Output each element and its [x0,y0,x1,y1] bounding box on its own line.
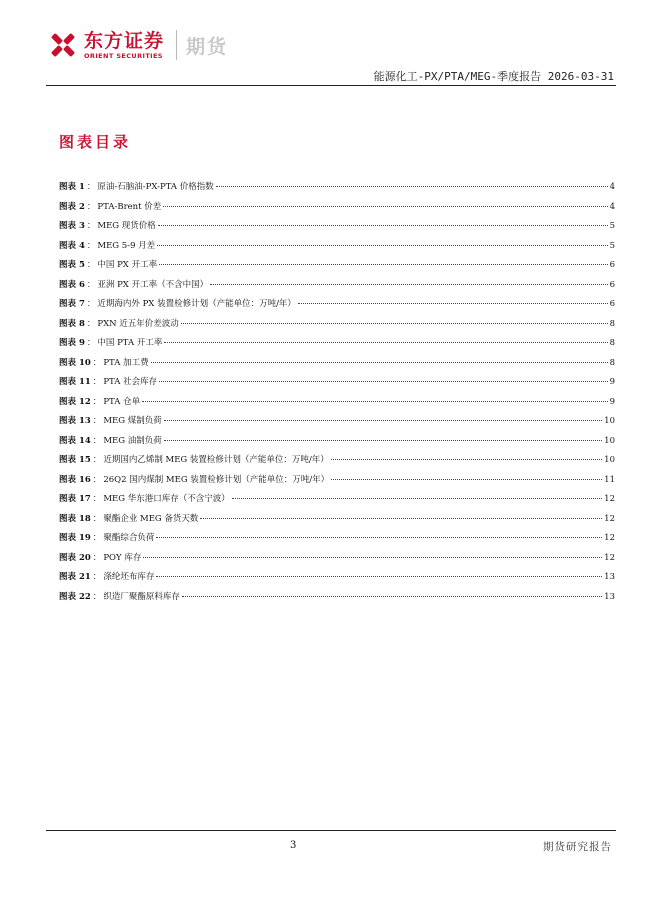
toc-entry[interactable] [59,200,615,220]
toc-entry-number: 图表 5 [59,260,85,270]
toc-entry-label: POY 库存 [103,552,142,563]
toc-entry[interactable] [59,219,615,239]
toc-entry-separator: ： [92,591,102,602]
toc-entry-number: 图表 1 [59,182,85,192]
toc-entry-label: MEG 现货价格 [97,221,156,231]
toc-entry[interactable] [59,570,615,590]
toc-entry-leader-dots [143,557,602,558]
toc-entry-separator: ： [86,201,96,212]
toc-entry-label: 近期国内乙烯制 MEG 装置检修计划（产能单位：万吨/年） [103,455,329,465]
toc-entry-page: 4 [609,182,615,192]
toc-entry-separator: ： [86,279,96,290]
toc-entry-page: 6 [609,279,615,290]
toc-entry-label: 聚酯企业 MEG 备货天数 [103,513,199,524]
toc-entry-page: 9 [609,396,615,407]
toc-entry-leader-dots [164,420,602,421]
toc-entry-leader-dots [156,576,602,577]
toc-entry-leader-dots [216,186,608,187]
toc-entry-leader-dots [157,245,607,246]
toc-entry-number: 图表 2 [59,201,85,212]
toc-entry-number: 图表 8 [59,318,85,329]
toc-entry[interactable] [59,180,615,200]
toc-entry-page: 12 [604,513,615,524]
toc-entry-leader-dots [159,264,608,265]
toc-entry-label: MEG 华东港口库存（不含宁波） [103,494,230,504]
toc-entry-page: 9 [609,377,615,387]
toc-entry-page: 10 [604,435,615,446]
toc-entry[interactable] [59,278,615,298]
toc-entry-page: 13 [604,572,615,582]
toc-entry[interactable] [59,453,615,473]
toc-entry-page: 10 [604,455,615,465]
toc-entry-leader-dots [151,362,608,363]
toc-entry-separator: ： [86,240,96,251]
toc-entry-page: 11 [604,474,615,485]
header-divider [46,85,616,86]
toc-entry[interactable] [59,590,615,610]
toc-entry-separator: ： [86,338,96,348]
toc-entry-leader-dots [181,323,608,324]
toc-entry-separator: ： [92,513,102,524]
toc-entry-label: 原油-石脑油-PX-PTA 价格指数 [97,182,214,192]
toc-entry[interactable] [59,551,615,571]
toc-entry[interactable] [59,531,615,551]
toc-entry-leader-dots [164,342,607,343]
toc-entry-page: 12 [604,533,615,543]
toc-entry-separator: ： [92,435,102,446]
toc-entry-leader-dots [200,518,602,519]
toc-entry-number: 图表 11 [59,377,91,387]
toc-entry-separator: ： [86,299,96,309]
toc-entry[interactable] [59,239,615,259]
footer-label: 期货研究报告 [543,841,612,853]
toc-entry-number: 图表 22 [59,591,91,602]
brand-name-cn: 东方证券 [84,30,165,52]
toc-entry-page: 6 [609,299,615,309]
toc-entry-label: 亚洲 PX 开工率（不含中国） [97,279,209,290]
toc-entry-separator: ： [92,357,102,368]
toc-entry-page: 12 [604,552,615,563]
report-title: 能源化工-PX/PTA/MEG-季度报告 2026-03-31 [373,70,614,83]
brand-logo-text [84,30,164,60]
toc-entry-leader-dots [331,459,602,460]
toc-entry-number: 图表 14 [59,435,91,446]
toc-entry-leader-dots [331,479,602,480]
toc-entry-separator: ： [92,533,102,543]
toc-entry-label: PXN 近五年价差波动 [97,318,179,329]
toc-entry-separator: ： [92,377,102,387]
toc-entry-number: 图表 6 [59,279,85,290]
toc-entry-label: PTA-Brent 价差 [97,201,162,212]
toc-entry-label: PTA 仓单 [103,396,141,407]
toc-entry-separator: ： [92,396,102,407]
toc-entry[interactable] [59,258,615,278]
toc-entry[interactable] [59,512,615,532]
toc-entry-page: 6 [609,260,615,270]
toc-entry-separator: ： [86,260,96,270]
toc-entry-leader-dots [182,596,602,597]
toc-entry-number: 图表 17 [59,494,91,504]
toc-entry[interactable] [59,395,615,415]
toc-entry-number: 图表 4 [59,240,85,251]
toc-entry-page: 10 [604,416,615,426]
toc-entry-label: 织造厂聚酯原料库存 [103,591,180,602]
toc-entry-label: 中国 PX 开工率 [97,260,158,270]
toc-entry-number: 图表 20 [59,552,91,563]
toc-entry-separator: ： [86,318,96,329]
toc-entry-leader-dots [158,225,608,226]
toc-entry[interactable] [59,297,615,317]
toc-entry[interactable] [59,414,615,434]
toc-entry[interactable] [59,473,615,493]
toc-entry-leader-dots [298,303,608,304]
toc-entry-page: 5 [609,221,615,231]
toc-entry-number: 图表 10 [59,357,91,368]
toc-entry-number: 图表 21 [59,572,91,582]
toc-entry-number: 图表 13 [59,416,91,426]
toc-entry-separator: ： [92,455,102,465]
toc-entry[interactable] [59,356,615,376]
toc-entry-label: MEG 油制负荷 [103,435,162,446]
toc-entry-page: 8 [609,318,615,329]
toc-entry-separator: ： [86,221,96,231]
toc-entry-number: 图表 7 [59,299,85,309]
toc-entry-label: MEG 煤制负荷 [103,416,162,426]
toc-entry-label: 26Q2 国内煤制 MEG 装置检修计划（产能单位：万吨/年） [103,474,330,485]
toc-entry-page: 13 [604,591,615,602]
toc-entry-separator: ： [86,182,96,192]
toc-entry-label: 聚酯综合负荷 [103,533,155,543]
toc-entry-page: 8 [609,338,615,348]
toc-heading: 图表目录 [59,133,132,151]
toc-entry-label: PTA 加工费 [103,357,149,368]
toc-entry[interactable] [59,434,615,454]
toc-entry-number: 图表 16 [59,474,91,485]
toc-entry-number: 图表 19 [59,533,91,543]
toc-entry-separator: ： [92,494,102,504]
toc-entry[interactable] [59,336,615,356]
toc-entry-label: MEG 5-9 月差 [97,240,156,251]
brand-sub-label: 期货 [186,36,229,58]
toc-entry-separator: ： [92,552,102,563]
page-number: 3 [290,840,297,851]
toc-entry-page: 5 [609,240,615,251]
toc-entry-page: 4 [609,201,615,212]
toc-entry[interactable] [59,375,615,395]
footer-divider [46,830,616,831]
page-header [46,24,616,68]
orient-securities-logo-icon [46,28,80,62]
toc-entry-number: 图表 9 [59,338,85,348]
toc-entry-leader-dots [232,498,602,499]
toc-entry[interactable] [59,317,615,337]
toc-entry-label: 涤纶坯布库存 [103,572,155,582]
toc-entry-number: 图表 3 [59,221,85,231]
toc-entry-leader-dots [142,401,608,402]
toc-entry-leader-dots [164,440,602,441]
toc-entry-page: 12 [604,494,615,504]
toc-entry-label: 近期海内外 PX 装置检修计划（产能单位：万吨/年） [97,299,296,309]
toc-entry-page: 8 [609,357,615,368]
toc-entry-number: 图表 12 [59,396,91,407]
brand-name-en: ORIENT SECURITIES [84,52,163,60]
toc-entry-separator: ： [92,474,102,485]
toc-entry-label: PTA 社会库存 [103,377,158,387]
toc-entry-number: 图表 18 [59,513,91,524]
toc-entry-separator: ： [92,572,102,582]
logo-divider [176,30,177,60]
toc-entry[interactable] [59,492,615,512]
toc-entry-leader-dots [159,381,608,382]
toc-entry-label: 中国 PTA 开工率 [97,338,163,348]
toc-entry-leader-dots [156,537,602,538]
toc-entry-separator: ： [92,416,102,426]
toc-entry-number: 图表 15 [59,455,91,465]
toc-entry-leader-dots [163,206,607,207]
table-of-figures [59,180,615,609]
toc-entry-leader-dots [210,284,608,285]
